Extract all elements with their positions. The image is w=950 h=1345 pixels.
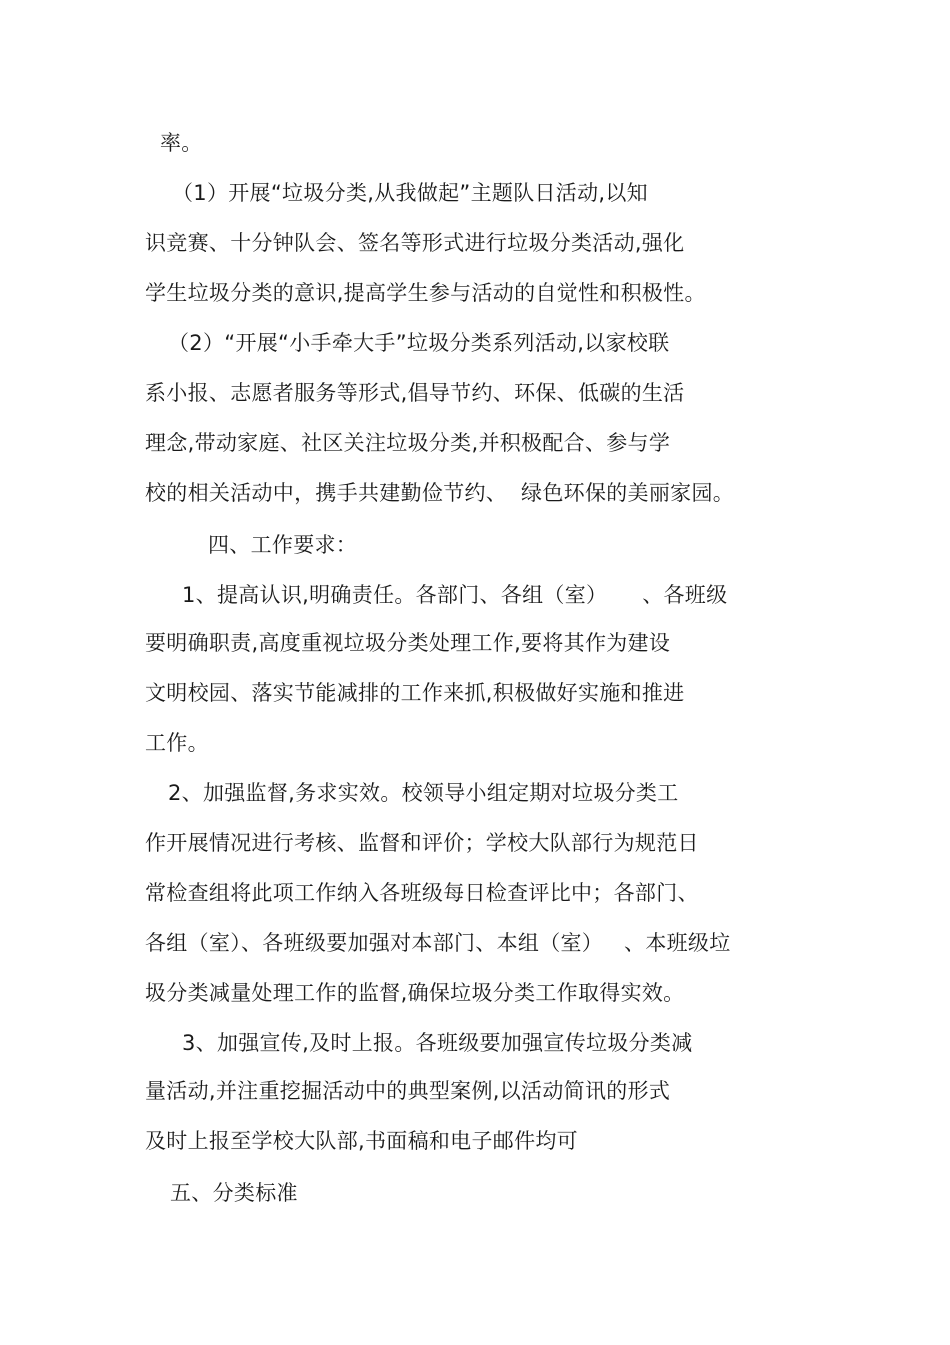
text-line-1: 率。: [160, 131, 203, 155]
text-line-16: 常检查组将此项工作纳入各班级每日检查评比中；各部门、: [145, 881, 699, 905]
text-line-20: 量活动,并注重挖掘活动中的典型案例,以活动简讯的形式: [145, 1079, 671, 1103]
text-line-11: 要明确职责,高度重视垃圾分类处理工作,要将其作为建设: [145, 631, 671, 655]
text-line-17: 各组（室）、各班级要加强对本部门、本组（室） 、本班级垃: [145, 931, 731, 955]
text-line-6: 系小报、志愿者服务等形式,倡导节约、环保、低碳的生活: [145, 381, 685, 405]
text-line-12: 文明校园、落实节能减排的工作来抓,积极做好实施和推进: [145, 681, 685, 705]
text-line-10: 1、提高认识,明确责任。各部门、各组（室） 、各班级: [182, 583, 728, 607]
text-line-3: 识竞赛、十分钟队会、签名等形式进行垃圾分类活动,强化: [145, 231, 685, 255]
text-line-15: 作开展情况进行考核、监督和评价；学校大队部行为规范日: [145, 831, 699, 855]
section-heading-5: 五、分类标准: [170, 1181, 298, 1205]
text-line-21: 及时上报至学校大队部,书面稿和电子邮件均可: [145, 1129, 578, 1153]
text-line-2: （1）开展“垃圾分类,从我做起”主题队日活动,以知: [172, 181, 648, 205]
text-line-13: 工作。: [145, 731, 209, 755]
text-line-5: （2）“开展“小手牵大手”垃圾分类系列活动,以家校联: [168, 331, 670, 355]
text-line-4: 学生垃圾分类的意识,提高学生参与活动的自觉性和积极性。: [145, 281, 706, 305]
text-line-18: 圾分类减量处理工作的监督,确保垃圾分类工作取得实效。: [145, 981, 685, 1005]
text-line-8: 校的相关活动中，携手共建勤俭节约、 绿色环保的美丽家园。: [145, 481, 735, 505]
section-heading-4: 四、工作要求：: [208, 533, 358, 557]
text-line-19: 3、加强宣传,及时上报。各班级要加强宣传垃圾分类减: [182, 1031, 693, 1055]
text-line-14: 2、加强监督,务求实效。校领导小组定期对垃圾分类工: [168, 781, 679, 805]
text-line-7: 理念,带动家庭、社区关注垃圾分类,并积极配合、参与学: [145, 431, 671, 455]
